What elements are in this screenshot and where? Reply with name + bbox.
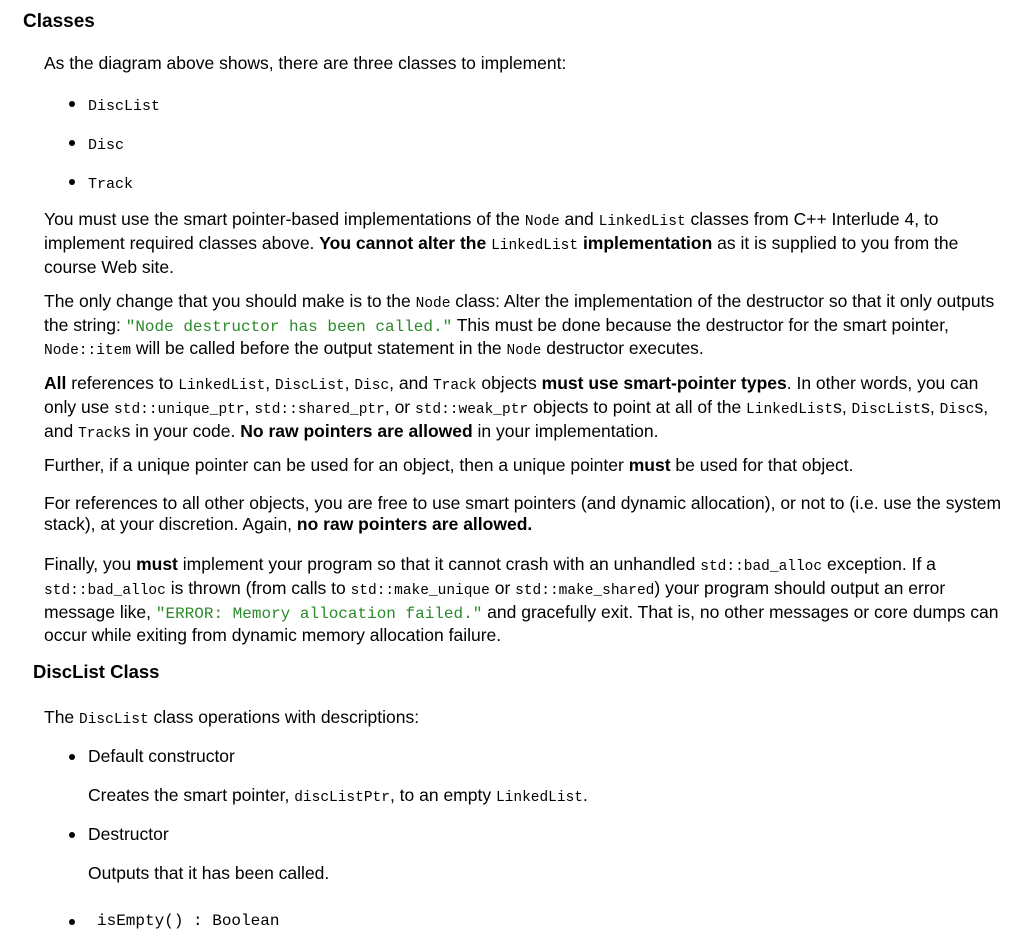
is-empty-operation: isEmpty() : Boolean xyxy=(97,912,280,930)
other-objects-paragraph: For references to all other objects, you are free to use smart pointers (and dynamic allocation), or not to (i.e. use the system stack), at your discretion. Again, no raw pointers are allowed. xyxy=(44,493,1002,534)
classes-heading: Classes xyxy=(23,11,95,32)
references-paragraph: All references to LinkedList, DiscList, Disc, and Track objects must use smart-pointer types. In other words, you can only use std::unique_ptr, std::shared_ptr, or std::weak_ptr objects to point at all of the LinkedLists, DiscLists, Discs, and Tracks in your code. No raw pointers are allowed in your implementation. xyxy=(44,373,989,442)
intro-paragraph: As the diagram above shows, there are three classes to implement: xyxy=(44,53,567,73)
destructor-title: Destructor xyxy=(88,824,169,844)
bullet-icon xyxy=(69,919,75,925)
smart-pointer-paragraph: You must use the smart pointer-based implementations of the Node and LinkedList classes from C++ Interlude 4, to implement required classes above. You cannot alter the LinkedList implementation as it is supplied to you from the course Web site. xyxy=(44,209,959,277)
disclist-heading: DiscList Class xyxy=(33,661,160,682)
node-destructor-paragraph: The only change that you should make is to the Node class: Alter the implementation of the destructor so that it only outputs the string: "Node destructor has been called." This must be done because the destructor for the smart pointer, Node::item will be called before the output statement in the Node destructor executes. xyxy=(44,291,995,359)
default-constructor-description: Creates the smart pointer, discListPtr, to an empty LinkedList. xyxy=(88,785,588,806)
bullet-icon xyxy=(69,832,75,838)
list-item: Track xyxy=(88,172,160,211)
class-list xyxy=(88,94,160,211)
operations-intro: The DiscList class operations with descriptions: xyxy=(44,707,420,728)
bad-alloc-paragraph: Finally, you must implement your program so that it cannot crash with an unhandled std::bad_alloc exception. If a std::bad_alloc is thrown (from calls to std::make_unique or std::make_shared) your program should output an error message like, "ERROR: Memory allocation failed." and gracefully exit. That is, no other messages or core dumps can occur while exiting from dynamic memory allocation failure. xyxy=(44,554,999,645)
list-item: DiscList xyxy=(88,94,160,133)
unique-pointer-paragraph: Further, if a unique pointer can be used for an object, then a unique pointer must be used for that object. xyxy=(44,455,854,475)
bullet-icon xyxy=(69,754,75,760)
default-constructor-title: Default constructor xyxy=(88,746,235,766)
list-item: Disc xyxy=(88,133,160,172)
destructor-description: Outputs that it has been called. xyxy=(88,863,330,883)
